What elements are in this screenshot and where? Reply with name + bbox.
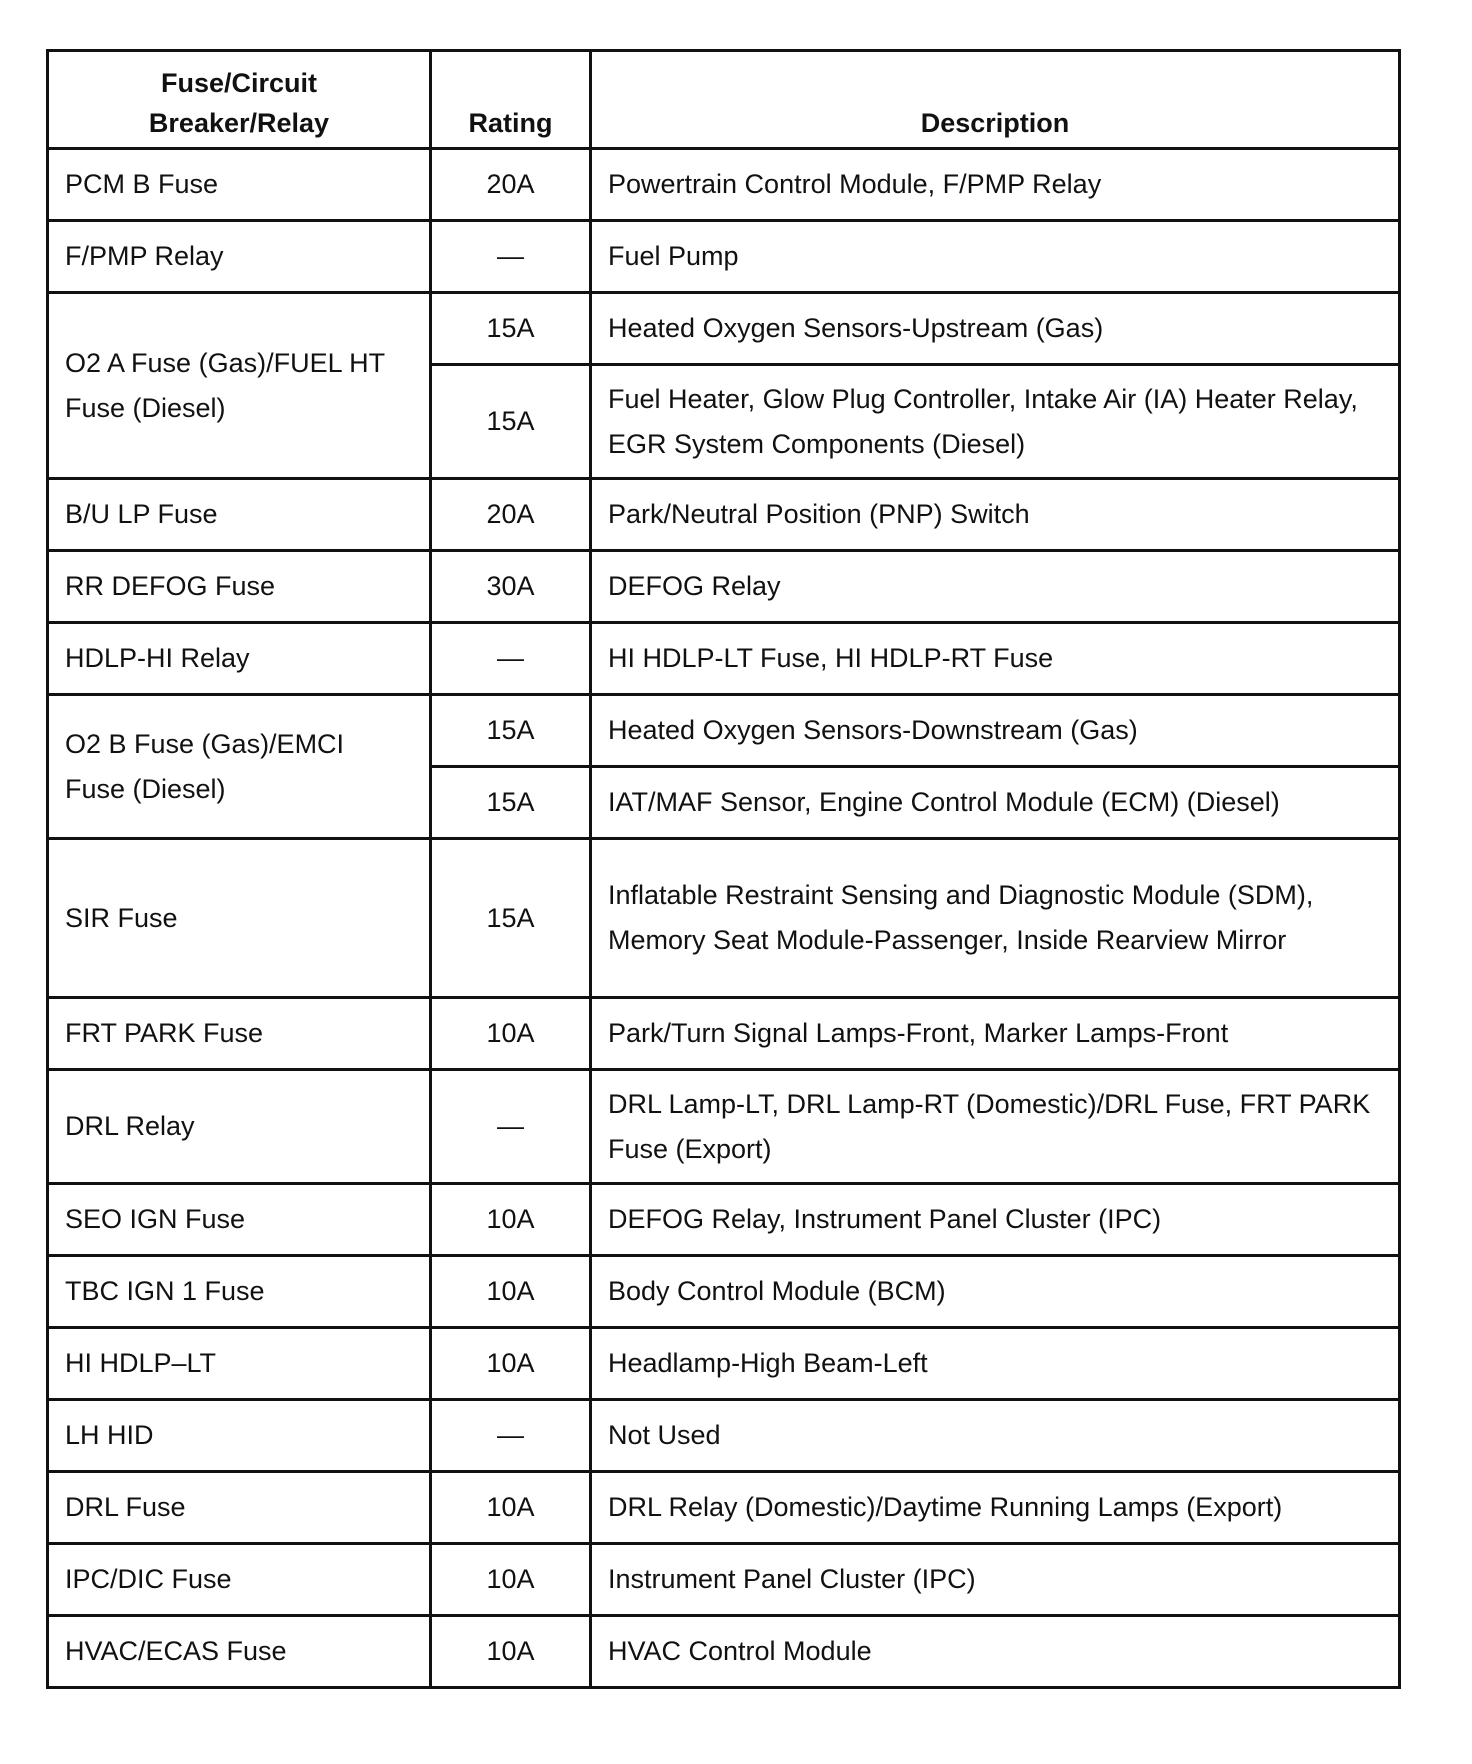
header-row xyxy=(48,51,1400,149)
table-row xyxy=(48,623,1400,695)
description-cell: Body Control Module (BCM) xyxy=(591,1256,1400,1328)
fuse-cell: DRL Relay xyxy=(48,1070,431,1184)
table-row xyxy=(48,1472,1400,1544)
table-row xyxy=(48,998,1400,1070)
description-cell: Not Used xyxy=(591,1400,1400,1472)
table-row xyxy=(48,551,1400,623)
description-cell: IAT/MAF Sensor, Engine Control Module (ECM) (Diesel) xyxy=(591,767,1400,839)
fuse-cell: HI HDLP–LT xyxy=(48,1328,431,1400)
description-cell: Heated Oxygen Sensors-Downstream (Gas) xyxy=(591,695,1400,767)
table-row xyxy=(48,1070,1400,1184)
table-row xyxy=(48,1184,1400,1256)
fuse-cell: F/PMP Relay xyxy=(48,221,431,293)
table-row xyxy=(48,839,1400,998)
table-row xyxy=(48,1328,1400,1400)
rating-cell: 10A xyxy=(431,1328,591,1400)
header-rating: Rating xyxy=(431,51,591,149)
rating-cell: 10A xyxy=(431,1616,591,1688)
description-cell: DEFOG Relay xyxy=(591,551,1400,623)
rating-cell: 15A xyxy=(431,767,591,839)
description-cell: DRL Relay (Domestic)/Daytime Running Lamps (Export) xyxy=(591,1472,1400,1544)
header-description: Description xyxy=(591,51,1400,149)
fuse-cell: O2 A Fuse (Gas)/FUEL HT Fuse (Diesel) xyxy=(48,293,431,479)
rating-cell: 15A xyxy=(431,695,591,767)
fuse-cell: LH HID xyxy=(48,1400,431,1472)
rating-cell: 20A xyxy=(431,149,591,221)
fuse-cell: RR DEFOG Fuse xyxy=(48,551,431,623)
description-cell: HVAC Control Module xyxy=(591,1616,1400,1688)
header-fuse: Fuse/Circuit Breaker/Relay xyxy=(48,51,431,149)
description-cell: Park/Neutral Position (PNP) Switch xyxy=(591,479,1400,551)
fuse-cell: O2 B Fuse (Gas)/EMCI Fuse (Diesel) xyxy=(48,695,431,839)
rating-cell: 15A xyxy=(431,365,591,479)
rating-cell: 10A xyxy=(431,1256,591,1328)
description-cell: Fuel Heater, Glow Plug Controller, Intake Air (IA) Heater Relay, EGR System Components (Diesel) xyxy=(591,365,1400,479)
fuse-cell: SIR Fuse xyxy=(48,839,431,998)
rating-cell: — xyxy=(431,623,591,695)
rating-cell: 20A xyxy=(431,479,591,551)
description-cell: Inflatable Restraint Sensing and Diagnostic Module (SDM), Memory Seat Module-Passenger, Inside Rearview Mirror xyxy=(591,839,1400,998)
description-cell: HI HDLP-LT Fuse, HI HDLP-RT Fuse xyxy=(591,623,1400,695)
fuse-cell: DRL Fuse xyxy=(48,1472,431,1544)
table-row xyxy=(48,1400,1400,1472)
fuse-cell: TBC IGN 1 Fuse xyxy=(48,1256,431,1328)
table-row xyxy=(48,1256,1400,1328)
rating-cell: — xyxy=(431,1400,591,1472)
description-cell: Fuel Pump xyxy=(591,221,1400,293)
fuse-cell: HVAC/ECAS Fuse xyxy=(48,1616,431,1688)
table-row xyxy=(48,695,1400,767)
rating-cell: 10A xyxy=(431,1472,591,1544)
rating-cell: 30A xyxy=(431,551,591,623)
description-cell: Headlamp-High Beam-Left xyxy=(591,1328,1400,1400)
rating-cell: — xyxy=(431,221,591,293)
rating-cell: 10A xyxy=(431,1184,591,1256)
rating-cell: 10A xyxy=(431,998,591,1070)
table-row xyxy=(48,1544,1400,1616)
table-row xyxy=(48,479,1400,551)
rating-cell: — xyxy=(431,1070,591,1184)
description-cell: DEFOG Relay, Instrument Panel Cluster (IPC) xyxy=(591,1184,1400,1256)
rating-cell: 15A xyxy=(431,839,591,998)
table-row xyxy=(48,149,1400,221)
fuse-cell: IPC/DIC Fuse xyxy=(48,1544,431,1616)
description-cell: Instrument Panel Cluster (IPC) xyxy=(591,1544,1400,1616)
table-row xyxy=(48,221,1400,293)
description-cell: DRL Lamp-LT, DRL Lamp-RT (Domestic)/DRL Fuse, FRT PARK Fuse (Export) xyxy=(591,1070,1400,1184)
description-cell: Park/Turn Signal Lamps-Front, Marker Lamps-Front xyxy=(591,998,1400,1070)
fuse-cell: HDLP-HI Relay xyxy=(48,623,431,695)
fuse-cell: SEO IGN Fuse xyxy=(48,1184,431,1256)
fuse-cell: B/U LP Fuse xyxy=(48,479,431,551)
rating-cell: 10A xyxy=(431,1544,591,1616)
rating-cell: 15A xyxy=(431,293,591,365)
fuse-cell: FRT PARK Fuse xyxy=(48,998,431,1070)
table-row xyxy=(48,293,1400,365)
fuse-table xyxy=(46,49,1401,1689)
table-row xyxy=(48,1616,1400,1688)
description-cell: Heated Oxygen Sensors-Upstream (Gas) xyxy=(591,293,1400,365)
description-cell: Powertrain Control Module, F/PMP Relay xyxy=(591,149,1400,221)
fuse-cell: PCM B Fuse xyxy=(48,149,431,221)
